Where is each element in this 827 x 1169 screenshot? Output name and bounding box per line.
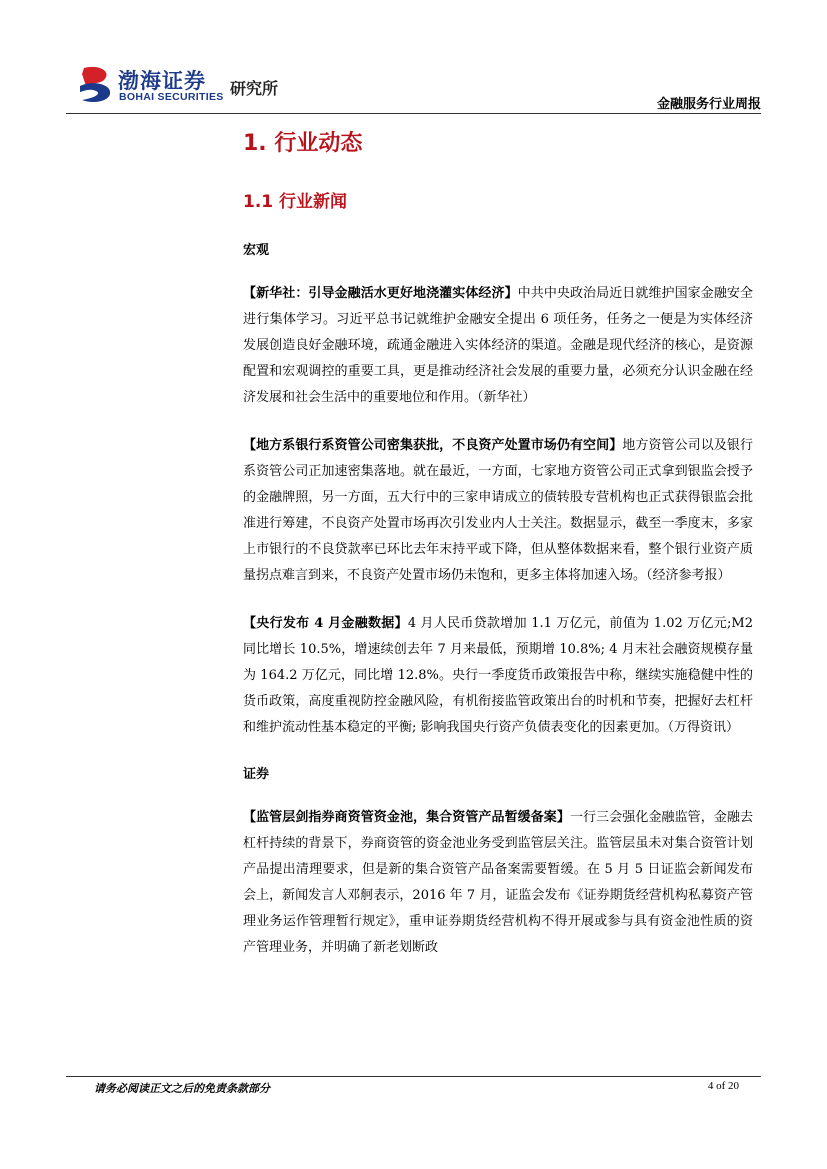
bohai-logo-icon	[78, 64, 114, 104]
category-heading-securities: 证券	[243, 767, 270, 782]
subsection-heading: 1.1 行业新闻	[243, 192, 348, 212]
news-headline: 【地方系银行系资管公司密集获批，不良资产处置市场仍有空间】	[243, 438, 623, 453]
news-item	[243, 805, 753, 961]
news-item	[243, 611, 753, 741]
news-body: 一行三会强化金融监管，金融去杠杆持续的背景下，券商资管的资金池业务受到监管层关注。监管层虽未对集合资管计划产品提出清理要求，但是新的集合资管产品备案需要暂缓。在 5 月 5 日证监会新闻发布会上，新闻发言人邓舸表示，2016 年 7 月，证监会发布《证券期货经营机构私募资产管理业务运作管理暂行规定》，重申证券期货经营机构不得开展或参与具有资金池性质的资产管理业务，并明确了新老划断政	[243, 810, 753, 955]
news-headline: 【央行发布 4 月金融数据】	[243, 616, 408, 631]
news-body: 地方资管公司以及银行系资管公司正加速密集落地。就在最近，一方面，七家地方资管公司正式拿到银监会授予的金融牌照，另一方面，五大行中的三家申请成立的债转股专营机构也正式获得银监会批准进行筹建，不良资产处置市场再次引发业内人士关注。数据显示，截至一季度末，多家上市银行的不良贷款率已环比去年末持平或下降，但从整体数据来看，整个银行业资产质量拐点难言到来，不良资产处置市场仍未饱和，更多主体将加速入场。（经济参考报）	[243, 438, 753, 583]
header-divider	[66, 113, 761, 114]
news-item	[243, 433, 753, 589]
logo-english-name: BOHAI SECURITIES	[119, 91, 224, 103]
institute-label: 研究所	[230, 79, 279, 98]
news-item	[243, 281, 753, 411]
footer-divider	[66, 1076, 761, 1077]
page-content	[243, 118, 753, 961]
page-number: 4 of 20	[707, 1080, 739, 1092]
brand-logo	[78, 64, 298, 108]
disclaimer-text: 请务必阅读正文之后的免责条款部分	[94, 1082, 270, 1095]
report-title: 金融服务行业周报	[656, 97, 761, 112]
logo-chinese-name: 渤海证券	[118, 69, 206, 93]
category-heading-macro: 宏观	[243, 243, 270, 258]
news-body: 中共中央政治局近日就维护国家金融安全进行集体学习。习近平总书记就维护金融安全提出 6 项任务，任务之一便是为实体经济发展创造良好金融环境，疏通金融进入实体经济的渠道。金融是现代经济的核心，是资源配置和宏观调控的重要工具，更是推动经济社会发展的重要力量，必须充分认识金融在经济发展和社会生活中的重要地位和作用。（新华社）	[243, 286, 753, 405]
section-heading: 1. 行业动态	[243, 131, 363, 156]
news-headline: 【新华社：引导金融活水更好地浇灌实体经济】	[243, 286, 518, 301]
news-headline: 【监管层剑指券商资管资金池，集合资管产品暂缓备案】	[243, 810, 570, 825]
news-body: 4 月人民币贷款增加 1.1 万亿元，前值为 1.02 万亿元;M2 同比增长 10.5%，增速续创去年 7 月来最低，预期增 10.8%; 4 月末社会融资规模存量为 164.2 万亿元，同比增 12.8%。央行一季度货币政策报告中称，继续实施稳健中性的货币政策，高度重视防控金融风险，有机衔接监管政策出台的时机和节奏，把握好去杠杆和维护流动性基本稳定的平衡; 影响我国央行资产负债表变化的因素更加。（万得资讯）	[243, 616, 754, 735]
